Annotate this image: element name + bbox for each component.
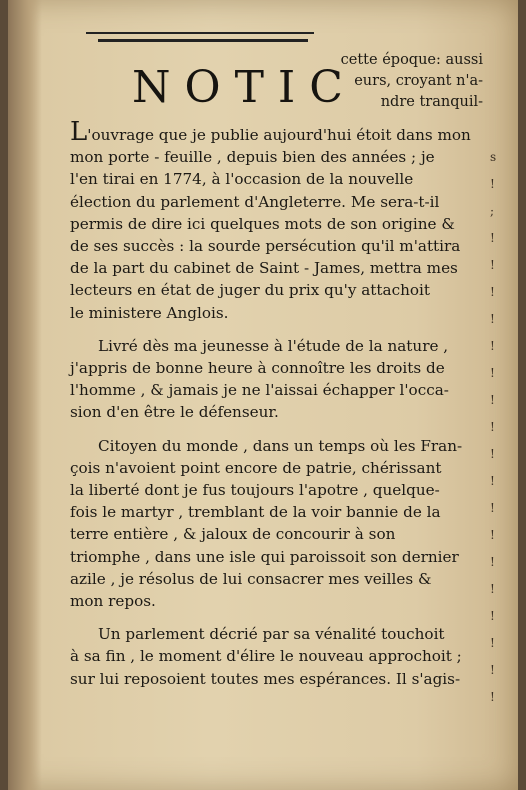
text-line: élection du parlement d'Angleterre. Me sera-t-il (70, 192, 440, 211)
header-rule-thin (86, 32, 314, 34)
margin-mark: ! (490, 447, 495, 461)
margin-mark: ! (490, 285, 495, 299)
margin-mark: ! (490, 474, 495, 488)
margin-mark: ! (490, 258, 495, 272)
text-line: Un parlement décrié par sa vénalité touchoit (98, 625, 445, 644)
margin-mark: ; (490, 204, 495, 218)
margin-mark: s (490, 150, 497, 164)
margin-mark: ! (490, 312, 495, 326)
margin-mark: ! (490, 501, 495, 515)
paragraph-4 (70, 623, 480, 690)
text-line: mon repos. (70, 592, 156, 611)
text-line: lecteurs en état de juger du prix qu'y attachoit (70, 281, 430, 300)
overlay-line: ndre tranquil- (380, 94, 483, 110)
text-line: sur lui reposoient toutes mes espérances. Il s'agis- (70, 669, 461, 688)
margin-mark: ! (490, 690, 495, 704)
text-line: sion d'en être le défenseur. (70, 403, 279, 422)
margin-mark: ! (490, 177, 495, 191)
paragraph-2 (70, 335, 480, 424)
text-line: la liberté dont je fus toujours l'apotre , quelque- (70, 481, 440, 500)
text-line: l'homme , & jamais je ne l'aissai échapper l'occa- (70, 381, 449, 400)
text-line: L'ouvrage que je publie aujourd'hui étoit dans mon (70, 117, 471, 147)
margin-mark: ! (490, 366, 495, 380)
text-line: triomphe , dans une isle qui paroissoit son dernier (70, 547, 459, 566)
margin-mark: ! (490, 636, 495, 650)
margin-mark: ! (490, 609, 495, 623)
text-line: permis de dire ici quelques mots de son origine & (70, 214, 455, 233)
paragraph-3 (70, 435, 480, 613)
text-line: terre entière , & jaloux de concourir à son (70, 525, 396, 544)
page-title: NOTIC (132, 62, 357, 113)
text-line: fois le martyr , tremblant de la voir bannie de la (70, 503, 441, 522)
margin-mark: ! (490, 663, 495, 677)
page-spine-shadow (8, 0, 42, 790)
drop-cap: L (70, 117, 88, 147)
text-line: l'en tirai en 1774, à l'occasion de la nouvelle (70, 170, 414, 189)
text-line: j'appris de bonne heure à connoître les droits de (70, 359, 445, 378)
body-text (70, 117, 480, 701)
paragraph-1 (70, 117, 480, 324)
text-line: à sa fin , le moment d'élire le nouveau approchoit ; (70, 647, 462, 666)
book-page (8, 0, 518, 790)
text-line: mon porte - feuille , depuis bien des années ; je (70, 148, 435, 167)
margin-mark: ! (490, 339, 495, 353)
text-line: Livré dès ma jeunesse à l'étude de la nature , (98, 336, 449, 355)
text-line: de la part du cabinet de Saint - James, mettra mes (70, 259, 458, 278)
text-line: azile , je résolus de lui consacrer mes veilles & (70, 569, 432, 588)
overlay-line: eurs, croyant n'a- (354, 73, 483, 89)
margin-mark: ! (490, 420, 495, 434)
overlay-line: cette époque: aussi (340, 52, 483, 68)
margin-mark: ! (490, 231, 495, 245)
margin-mark: ! (490, 528, 495, 542)
text-line: le ministere Anglois. (70, 303, 229, 322)
text-line: de ses succès : la sourde persécution qu'il m'attira (70, 237, 461, 256)
text-line: çois n'avoient point encore de patrie, chérissant (70, 458, 442, 477)
margin-mark: ! (490, 582, 495, 596)
margin-mark: ! (490, 555, 495, 569)
text-line: Citoyen du monde , dans un temps où les Fran- (98, 436, 463, 455)
margin-mark: ! (490, 393, 495, 407)
header-rule-thick (98, 39, 308, 42)
